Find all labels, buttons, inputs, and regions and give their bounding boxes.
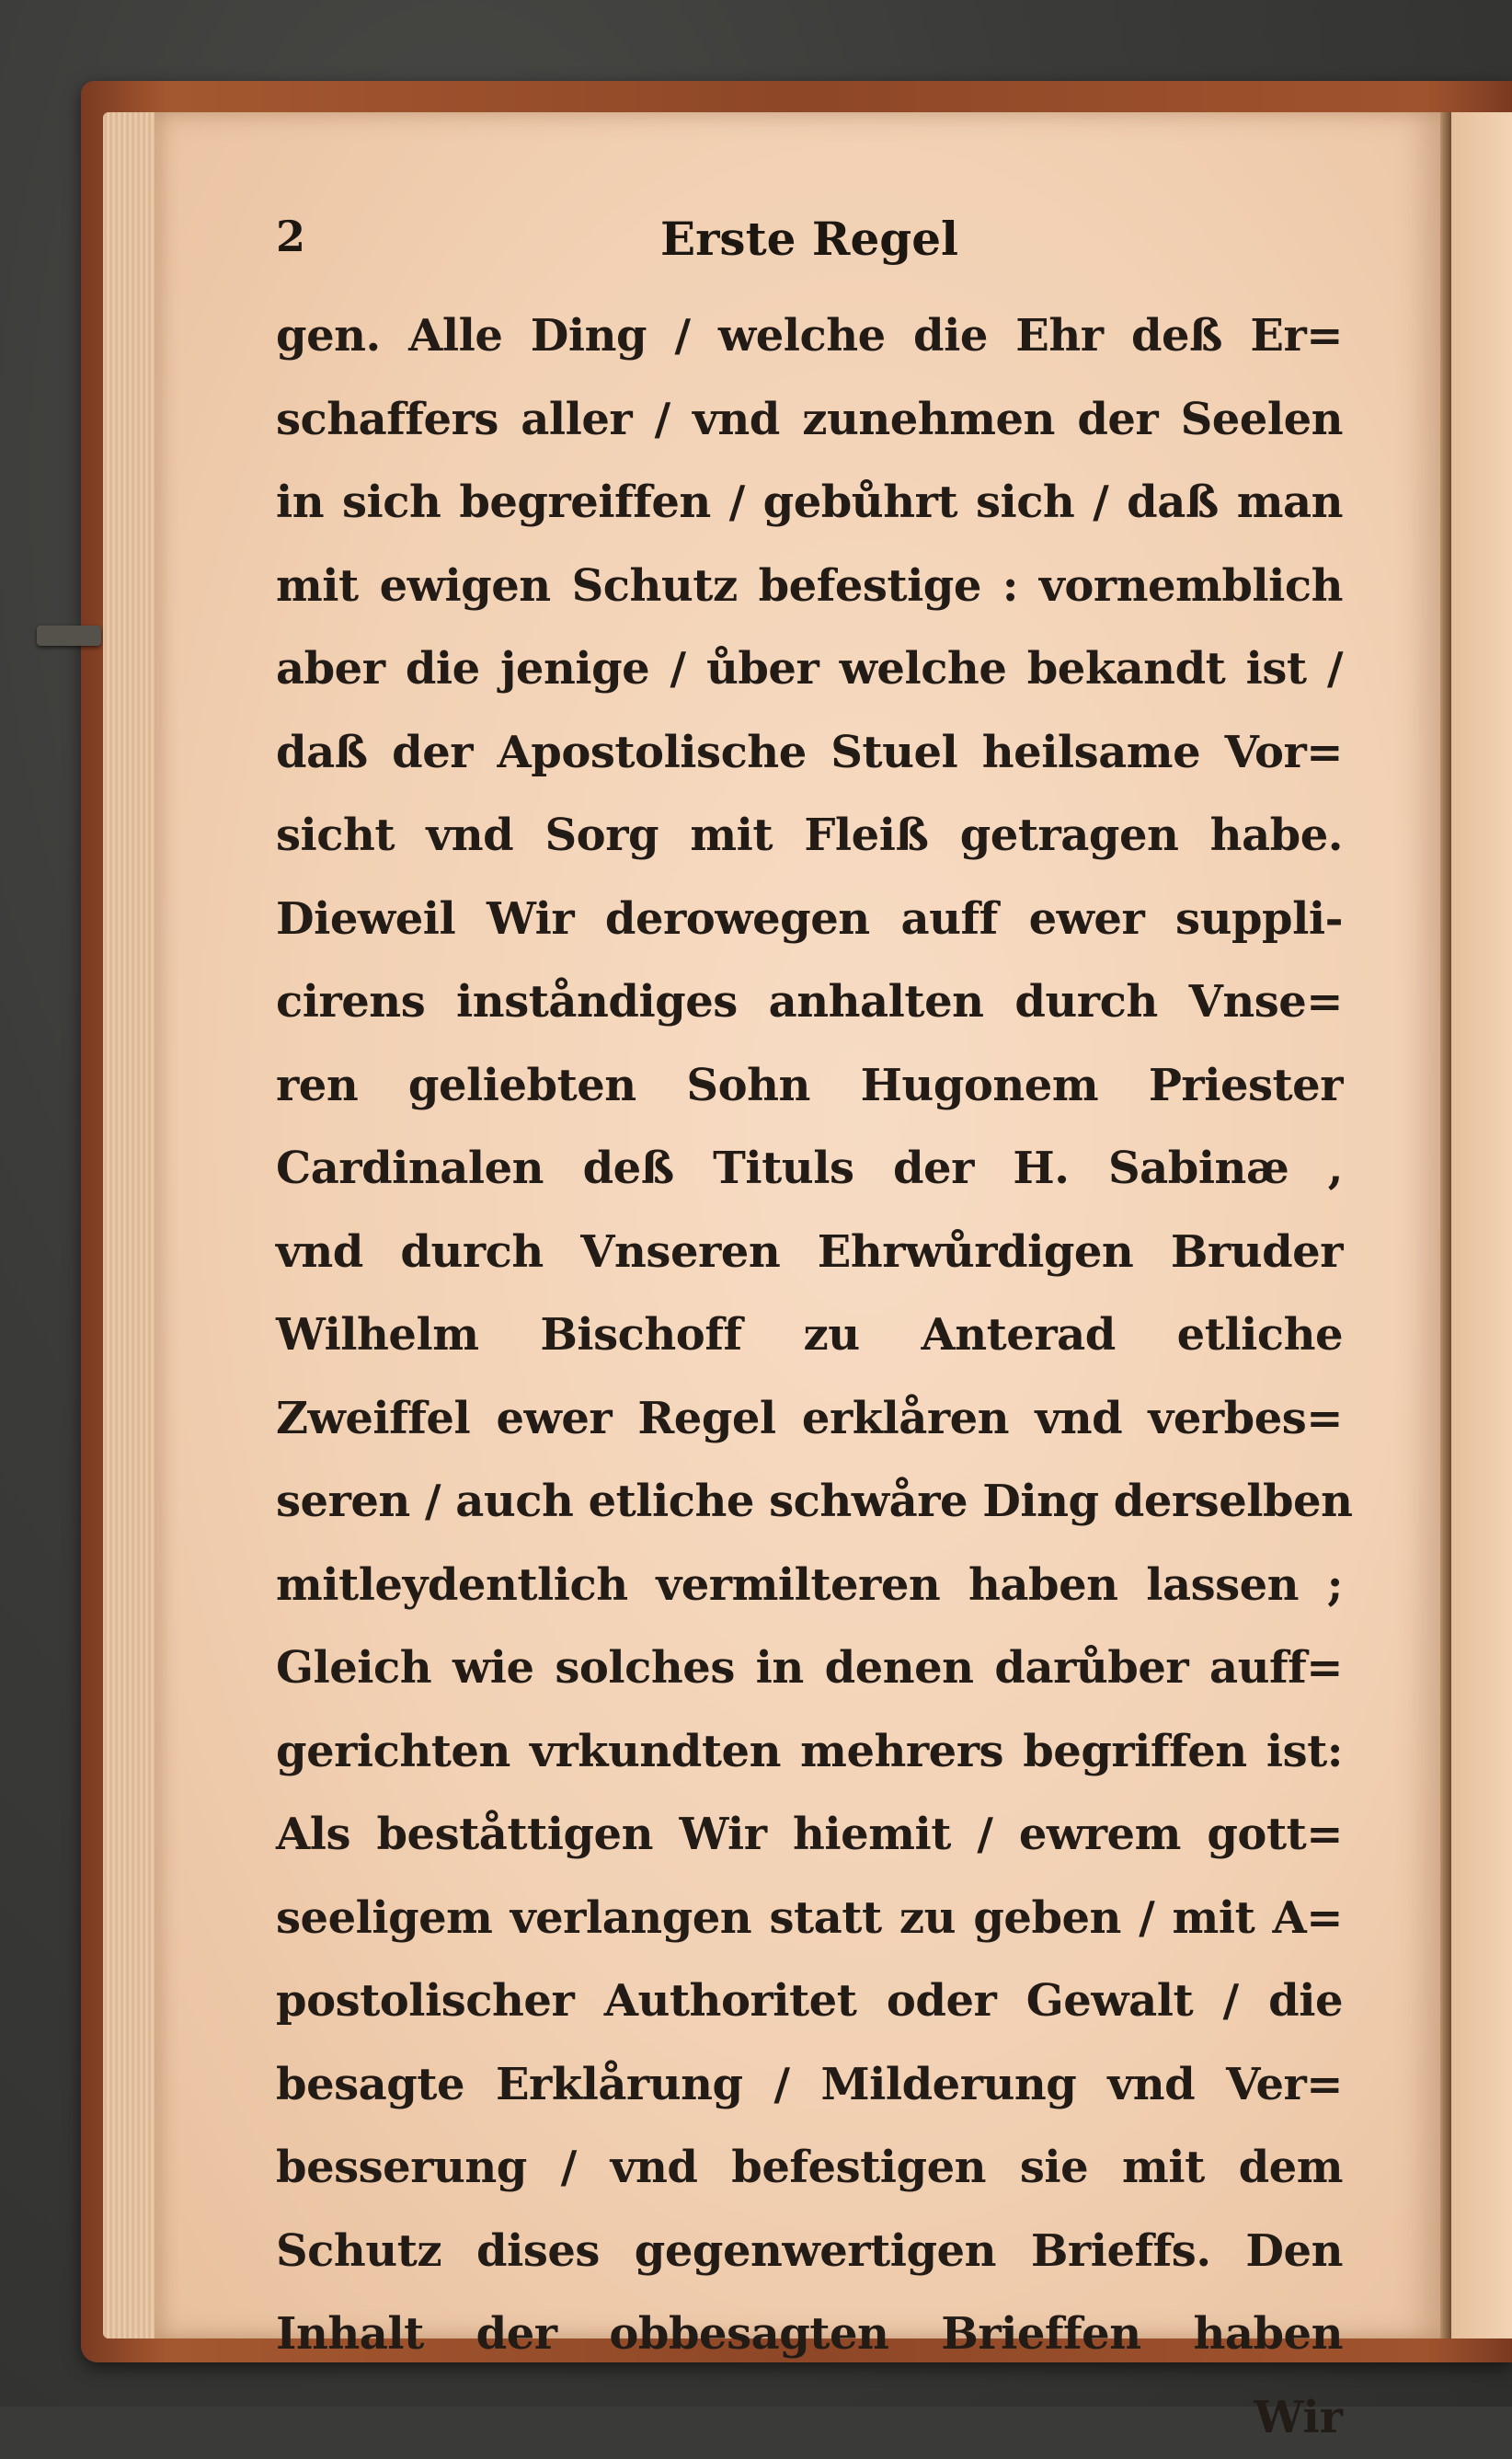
text-line: daß der Apostolische Stuel heilsame Vor= <box>276 711 1343 795</box>
text-line: Gleich wie solches in denen darůber auff= <box>276 1626 1343 1710</box>
text-line: Cardinalen deß Tituls der H. Sabinæ , <box>276 1127 1343 1211</box>
text-line: Dieweil Wir derowegen auff ewer suppli- <box>276 878 1343 961</box>
text-line: aber die jenige / ůber welche bekandt ist / <box>276 627 1343 711</box>
text-line: seeligem verlangen statt zu geben / mit A= <box>276 1877 1343 1960</box>
text-line: vnd durch Vnseren Ehrwůrdigen Bruder <box>276 1211 1343 1294</box>
text-line: Zweiffel ewer Regel erklåren vnd verbes= <box>276 1377 1343 1461</box>
text-line: Schutz dises gegenwertigen Brieffs. Den <box>276 2210 1343 2293</box>
page-header <box>276 212 1343 276</box>
text-line: besagte Erklårung / Milderung vnd Ver= <box>276 2043 1343 2127</box>
catchword: Wir <box>276 2376 1343 2459</box>
text-line: sicht vnd Sorg mit Fleiß getragen habe. <box>276 794 1343 878</box>
text-line: Als beståttigen Wir hiemit / ewrem gott= <box>276 1793 1343 1877</box>
book-clasp <box>37 626 101 646</box>
text-line: mitleydentlich vermilteren haben lassen ; <box>276 1544 1343 1627</box>
page-number: 2 <box>276 212 305 261</box>
book-gutter <box>1440 112 1451 2338</box>
text-line: Wilhelm Bischoff zu Anterad etliche <box>276 1293 1343 1377</box>
body-text <box>276 294 1343 2459</box>
text-line: besserung / vnd befestigen sie mit dem <box>276 2126 1343 2210</box>
text-line: cirens inståndiges anhalten durch Vnse= <box>276 960 1343 1044</box>
text-line: in sich begreiffen / gebůhrt sich / daß man <box>276 461 1343 545</box>
facing-page-edge <box>1451 112 1512 2338</box>
text-line: seren / auch etliche schwåre Ding derselben <box>276 1460 1343 1544</box>
text-line: ren geliebten Sohn Hugonem Priester <box>276 1044 1343 1128</box>
running-head: Erste Regel <box>644 212 975 266</box>
text-line: Inhalt der obbesagten Brieffen haben <box>276 2292 1343 2376</box>
page-edges <box>103 112 158 2338</box>
text-line: gen. Alle Ding / welche die Ehr deß Er= <box>276 294 1343 378</box>
text-line: gerichten vrkundten mehrers begriffen ist: <box>276 1710 1343 1794</box>
text-line: mit ewigen Schutz befestige : vornemblich <box>276 545 1343 628</box>
text-line: schaffers aller / vnd zunehmen der Seelen <box>276 378 1343 462</box>
text-line: postolischer Authoritet oder Gewalt / die <box>276 1959 1343 2043</box>
